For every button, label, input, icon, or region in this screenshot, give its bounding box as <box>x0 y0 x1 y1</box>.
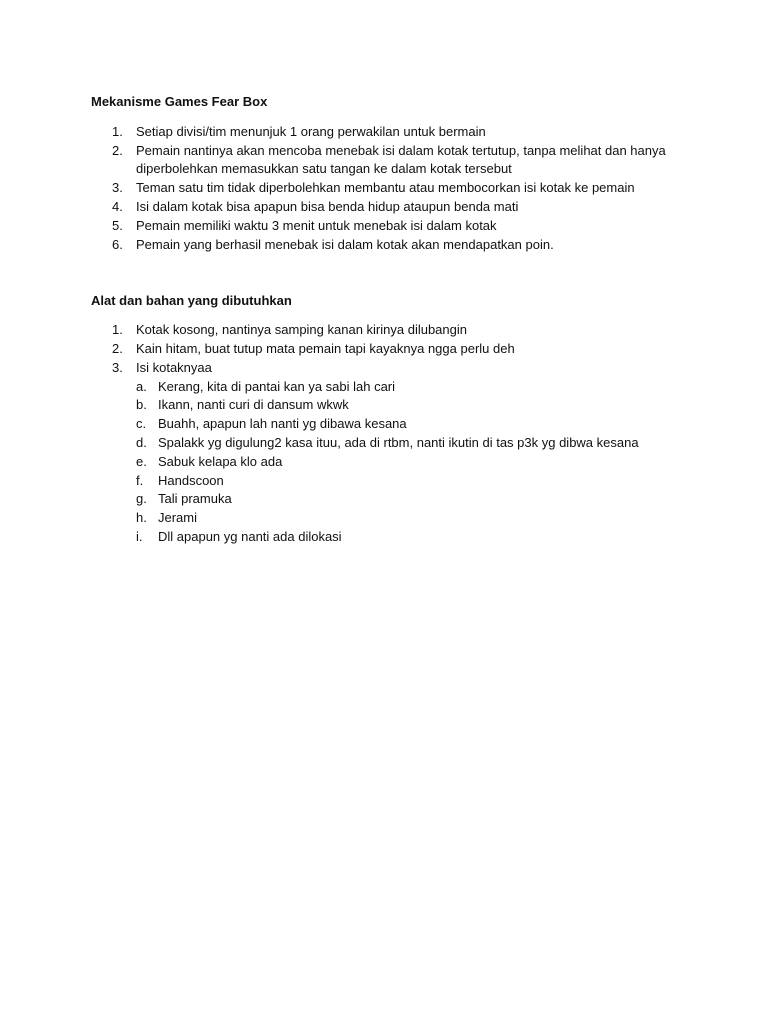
sublist-letter: g. <box>136 491 147 507</box>
list-number: 5. <box>112 217 123 233</box>
list-item-text: Pemain nantinya akan mencoba menebak isi dalam kotak tertutup, tanpa melihat dan hanya diperbolehkan memasukkan satu tangan ke dalam kotak tersebut <box>136 142 666 177</box>
list-number: 3. <box>112 180 123 196</box>
list-item-text: Kotak kosong, nantinya samping kanan kirinya dilubangin <box>136 322 467 338</box>
sublist-letter: a. <box>136 378 147 394</box>
mekanisme-list <box>91 123 691 255</box>
list-item-text: Teman satu tim tidak diperbolehkan membantu atau membocorkan isi kotak ke pemain <box>136 180 635 196</box>
list-number: 3. <box>112 359 123 375</box>
list-item <box>91 179 691 198</box>
sublist-item <box>91 415 691 434</box>
isi-kotak-sublist <box>136 378 691 547</box>
list-item-text: Kain hitam, buat tutup mata pemain tapi kayaknya ngga perlu deh <box>136 340 515 356</box>
sublist-letter: f. <box>136 472 144 488</box>
sublist-item-text: Buahh, apapun lah nanti yg dibawa kesana <box>158 416 407 432</box>
sublist-item <box>91 490 691 509</box>
list-item <box>91 123 691 142</box>
sublist-item-text: Kerang, kita di pantai kan ya sabi lah cari <box>158 378 396 394</box>
list-item-text: Isi kotaknyaa <box>136 359 212 375</box>
sublist-item-text: Spalakk yg digulung2 kasa ituu, ada di rtbm, nanti ikutin di tas p3k yg dibwa kesana <box>158 434 639 450</box>
sublist-letter: c. <box>136 416 147 432</box>
sublist-letter: d. <box>136 434 147 450</box>
sublist-letter: e. <box>136 453 147 469</box>
section-title-alat-bahan: Alat dan bahan yang dibutuhkan <box>91 293 292 309</box>
sublist-item-text: Dll apapun yg nanti ada dilokasi <box>158 528 342 544</box>
list-item-text: Isi dalam kotak bisa apapun bisa benda hidup ataupun benda mati <box>136 198 519 214</box>
alat-bahan-list <box>91 321 691 547</box>
sublist-letter: h. <box>136 510 147 526</box>
list-item <box>91 359 691 547</box>
sublist-item <box>91 472 691 491</box>
sublist-item <box>91 378 691 397</box>
list-number: 1. <box>112 322 123 338</box>
list-item-text: Pemain yang berhasil menebak isi dalam kotak akan mendapatkan poin. <box>136 236 554 252</box>
list-item <box>91 340 691 359</box>
sublist-letter: i. <box>136 528 143 544</box>
sublist-item <box>91 509 691 528</box>
sublist-item <box>91 453 691 472</box>
list-number: 6. <box>112 236 123 252</box>
list-number: 2. <box>112 142 123 158</box>
list-item-text: Setiap divisi/tim menunjuk 1 orang perwakilan untuk bermain <box>136 123 486 139</box>
list-number: 2. <box>112 340 123 356</box>
sublist-item-text: Tali pramuka <box>158 491 232 507</box>
list-item-text: Pemain memiliki waktu 3 menit untuk menebak isi dalam kotak <box>136 217 497 233</box>
sublist-item <box>91 528 691 547</box>
sublist-item-text: Sabuk kelapa klo ada <box>158 453 283 469</box>
list-item <box>91 198 691 217</box>
sublist-item-text: Ikann, nanti curi di dansum wkwk <box>158 397 349 413</box>
sublist-item <box>91 396 691 415</box>
list-number: 1. <box>112 123 123 139</box>
section-spacer <box>91 254 691 292</box>
sublist-item <box>91 434 691 453</box>
document-content <box>91 93 691 547</box>
sublist-item-text: Jerami <box>158 510 198 526</box>
list-item <box>91 236 691 255</box>
section-title-mekanisme: Mekanisme Games Fear Box <box>91 94 268 109</box>
list-item <box>91 321 691 340</box>
list-item <box>91 217 691 236</box>
sublist-item-text: Handscoon <box>158 472 224 488</box>
list-item <box>91 142 691 180</box>
list-number: 4. <box>112 198 123 214</box>
sublist-letter: b. <box>136 397 147 413</box>
